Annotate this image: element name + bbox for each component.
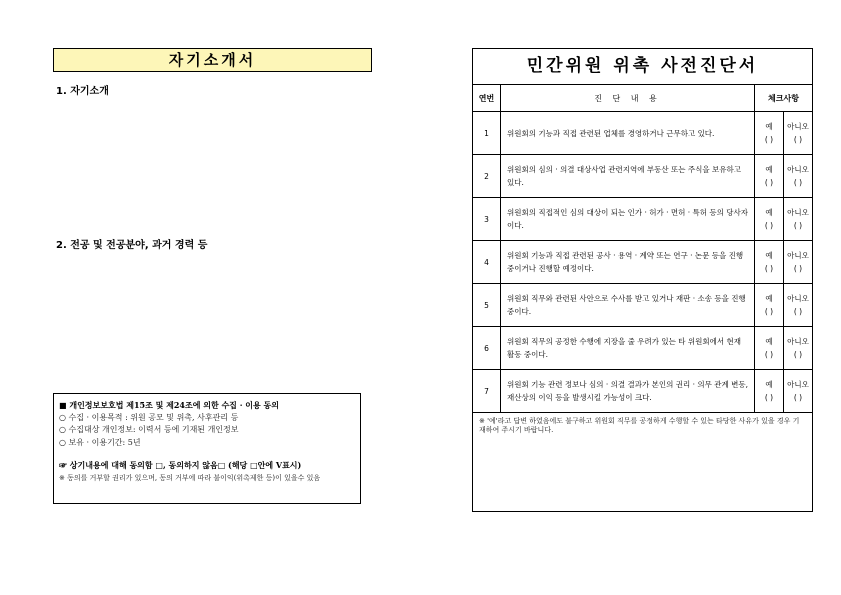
row-num: 2 bbox=[473, 155, 501, 198]
table-row bbox=[473, 327, 812, 370]
row-num: 6 bbox=[473, 327, 501, 370]
yes-label: 예 bbox=[765, 165, 773, 174]
consent-item-target: ○ 수집대상 개인정보: 이력서 등에 기재된 개인정보 bbox=[59, 425, 239, 434]
pre-diagnosis-title: 민간위원 위촉 사전진단서 bbox=[473, 49, 812, 85]
yes-label: 예 bbox=[765, 251, 773, 260]
check-yes[interactable] bbox=[755, 155, 784, 198]
no-paren: ( ) bbox=[793, 307, 803, 316]
check-yes[interactable] bbox=[755, 241, 784, 284]
yes-label: 예 bbox=[765, 208, 773, 217]
yes-paren: ( ) bbox=[764, 393, 774, 402]
table-row bbox=[473, 284, 812, 327]
row-num: 4 bbox=[473, 241, 501, 284]
yes-label: 예 bbox=[765, 122, 773, 131]
row-content: 위원회의 심의 · 의결 대상사업 관련지역에 부동산 또는 주식을 보유하고 있다. bbox=[501, 155, 755, 198]
header-content: 진 단 내 용 bbox=[501, 85, 755, 112]
no-paren: ( ) bbox=[793, 393, 803, 402]
yes-paren: ( ) bbox=[764, 307, 774, 316]
table-row bbox=[473, 198, 812, 241]
no-paren: ( ) bbox=[793, 264, 803, 273]
yes-paren: ( ) bbox=[764, 178, 774, 187]
row-num: 1 bbox=[473, 112, 501, 155]
row-content: 위원회 기능 관련 정보나 심의 · 의결 결과가 본인의 권리 · 의무 관계 변동, 재산상의 이익 등을 발생시킬 가능성이 크다. bbox=[501, 370, 755, 413]
check-no[interactable] bbox=[784, 112, 813, 155]
self-introduction-title: 자기소개서 bbox=[53, 48, 372, 72]
no-label: 아니오 bbox=[787, 337, 809, 346]
consent-note: ※ 동의를 거부할 권리가 있으며, 동의 거부에 따라 불이익(위촉제한 등)이 있을수 있음 bbox=[59, 473, 321, 482]
row-content: 위원회 기능과 직접 관련된 공사 · 용역 · 계약 또는 연구 · 논문 등을 진행 중이거나 진행할 예정이다. bbox=[501, 241, 755, 284]
row-num: 3 bbox=[473, 198, 501, 241]
section-major-career: 2. 전공 및 전공분야, 과거 경력 등 bbox=[56, 240, 208, 251]
yes-paren: ( ) bbox=[764, 221, 774, 230]
row-content: 위원회 직무와 관련된 사안으로 수사를 받고 있거나 재판 · 소송 등을 진행 중이다. bbox=[501, 284, 755, 327]
no-label: 아니오 bbox=[787, 208, 809, 217]
no-label: 아니오 bbox=[787, 294, 809, 303]
check-no[interactable] bbox=[784, 370, 813, 413]
no-paren: ( ) bbox=[793, 135, 803, 144]
table-row bbox=[473, 370, 812, 413]
diagnosis-table bbox=[473, 85, 812, 413]
row-num: 7 bbox=[473, 370, 501, 413]
no-label: 아니오 bbox=[787, 380, 809, 389]
table-row bbox=[473, 112, 812, 155]
check-no[interactable] bbox=[784, 284, 813, 327]
yes-label: 예 bbox=[765, 294, 773, 303]
check-no[interactable] bbox=[784, 155, 813, 198]
check-yes[interactable] bbox=[755, 198, 784, 241]
consent-item-purpose: ○ 수집 · 이용목적 : 위원 공모 및 위촉, 사후관리 등 bbox=[59, 412, 239, 422]
privacy-consent-box bbox=[53, 393, 361, 504]
pre-diagnosis-form bbox=[472, 48, 813, 512]
no-label: 아니오 bbox=[787, 165, 809, 174]
no-label: 아니오 bbox=[787, 122, 809, 131]
no-paren: ( ) bbox=[793, 221, 803, 230]
check-no[interactable] bbox=[784, 327, 813, 370]
row-content: 위원회의 직접적인 심의 대상이 되는 인가 · 허가 · 면허 · 특허 등의 당사자이다. bbox=[501, 198, 755, 241]
no-paren: ( ) bbox=[793, 178, 803, 187]
yes-paren: ( ) bbox=[764, 350, 774, 359]
check-yes[interactable] bbox=[755, 370, 784, 413]
yes-paren: ( ) bbox=[764, 135, 774, 144]
row-num: 5 bbox=[473, 284, 501, 327]
table-row bbox=[473, 241, 812, 284]
table-row bbox=[473, 155, 812, 198]
check-no[interactable] bbox=[784, 241, 813, 284]
yes-paren: ( ) bbox=[764, 264, 774, 273]
no-paren: ( ) bbox=[793, 350, 803, 359]
check-yes[interactable] bbox=[755, 112, 784, 155]
yes-label: 예 bbox=[765, 337, 773, 346]
no-label: 아니오 bbox=[787, 251, 809, 260]
consent-heading: ■ 개인정보보호법 제15조 및 제24조에 의한 수집 · 이용 동의 bbox=[59, 400, 279, 410]
header-num: 연번 bbox=[473, 85, 501, 112]
yes-label: 예 bbox=[765, 380, 773, 389]
consent-item-period: ○ 보유 · 이용기간: 5년 bbox=[59, 437, 141, 447]
consent-agree-checkbox-line[interactable]: ☞ 상기내용에 대해 동의함 □, 동의하지 않음□ (해당 □안에 V표시) bbox=[59, 460, 302, 470]
table-header-row bbox=[473, 85, 812, 112]
footnote: ※ '예'라고 답변 하였음에도 불구하고 위원회 직무를 공정하게 수행할 수 있는 타당한 사유가 있을 경우 기재하여 주시기 바랍니다. bbox=[479, 417, 800, 434]
section-self-introduction: 1. 자기소개 bbox=[56, 86, 109, 97]
row-content: 위원회 직무의 공정한 수행에 지장을 줄 우려가 있는 타 위원회에서 현재 활동 중이다. bbox=[501, 327, 755, 370]
row-content: 위원회의 기능과 직접 관련된 업체를 경영하거나 근무하고 있다. bbox=[501, 112, 755, 155]
check-no[interactable] bbox=[784, 198, 813, 241]
header-check: 체크사항 bbox=[755, 85, 813, 112]
check-yes[interactable] bbox=[755, 327, 784, 370]
check-yes[interactable] bbox=[755, 284, 784, 327]
